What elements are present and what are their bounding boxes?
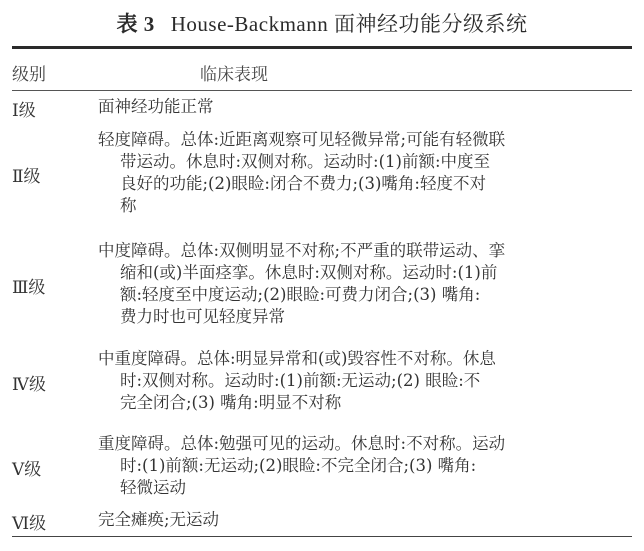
grade-label: Ⅴ级	[12, 460, 42, 480]
grade-description: 重度障碍。总体:勉强可见的运动。休息时:不对称。运动 时:(1)前额:无运动;(2)眼睑:不完全闭合;(3) 嘴角: 轻微运动	[98, 434, 506, 497]
grade-description: 中度障碍。总体:双侧明显不对称;不严重的联带运动、挛 缩和(或)半面痉挛。休息时:双侧对称。运动时:(1)前 额:轻度至中度运动;(2)眼睑:可费力闭合;(3) 嘴角: 费力时也可见轻度异常	[98, 241, 506, 326]
grade-label: Ⅲ级	[12, 278, 46, 298]
grade-label: Ⅰ级	[12, 101, 36, 121]
bottom-rule	[12, 536, 632, 537]
header-description: 临床表现	[200, 65, 268, 85]
table-number: 表 3	[116, 12, 155, 36]
header-rule	[12, 90, 632, 91]
table-caption	[0, 8, 644, 38]
grade-description: 中重度障碍。总体:明显异常和(或)毁容性不对称。休息 时:双侧对称。运动时:(1)前额:无运动;(2) 眼睑:不 完全闭合;(3) 嘴角:明显不对称	[98, 349, 496, 412]
header-level: 级别	[12, 65, 46, 85]
grade-description: 面神经功能正常	[98, 97, 214, 116]
grade-label: Ⅳ级	[12, 375, 46, 395]
grade-label: Ⅵ级	[12, 514, 47, 534]
table-title: House-Backmann 面神经功能分级系统	[170, 12, 528, 36]
grade-description: 轻度障碍。总体:近距离观察可见轻微异常;可能有轻微联 带运动。休息时:双侧对称。运动时:(1)前额:中度至 良好的功能;(2)眼睑:闭合不费力;(3)嘴角:轻度不对 称	[98, 130, 506, 215]
top-rule	[12, 46, 632, 49]
grade-label: Ⅱ级	[12, 167, 41, 187]
grade-description: 完全瘫痪;无运动	[98, 510, 220, 529]
